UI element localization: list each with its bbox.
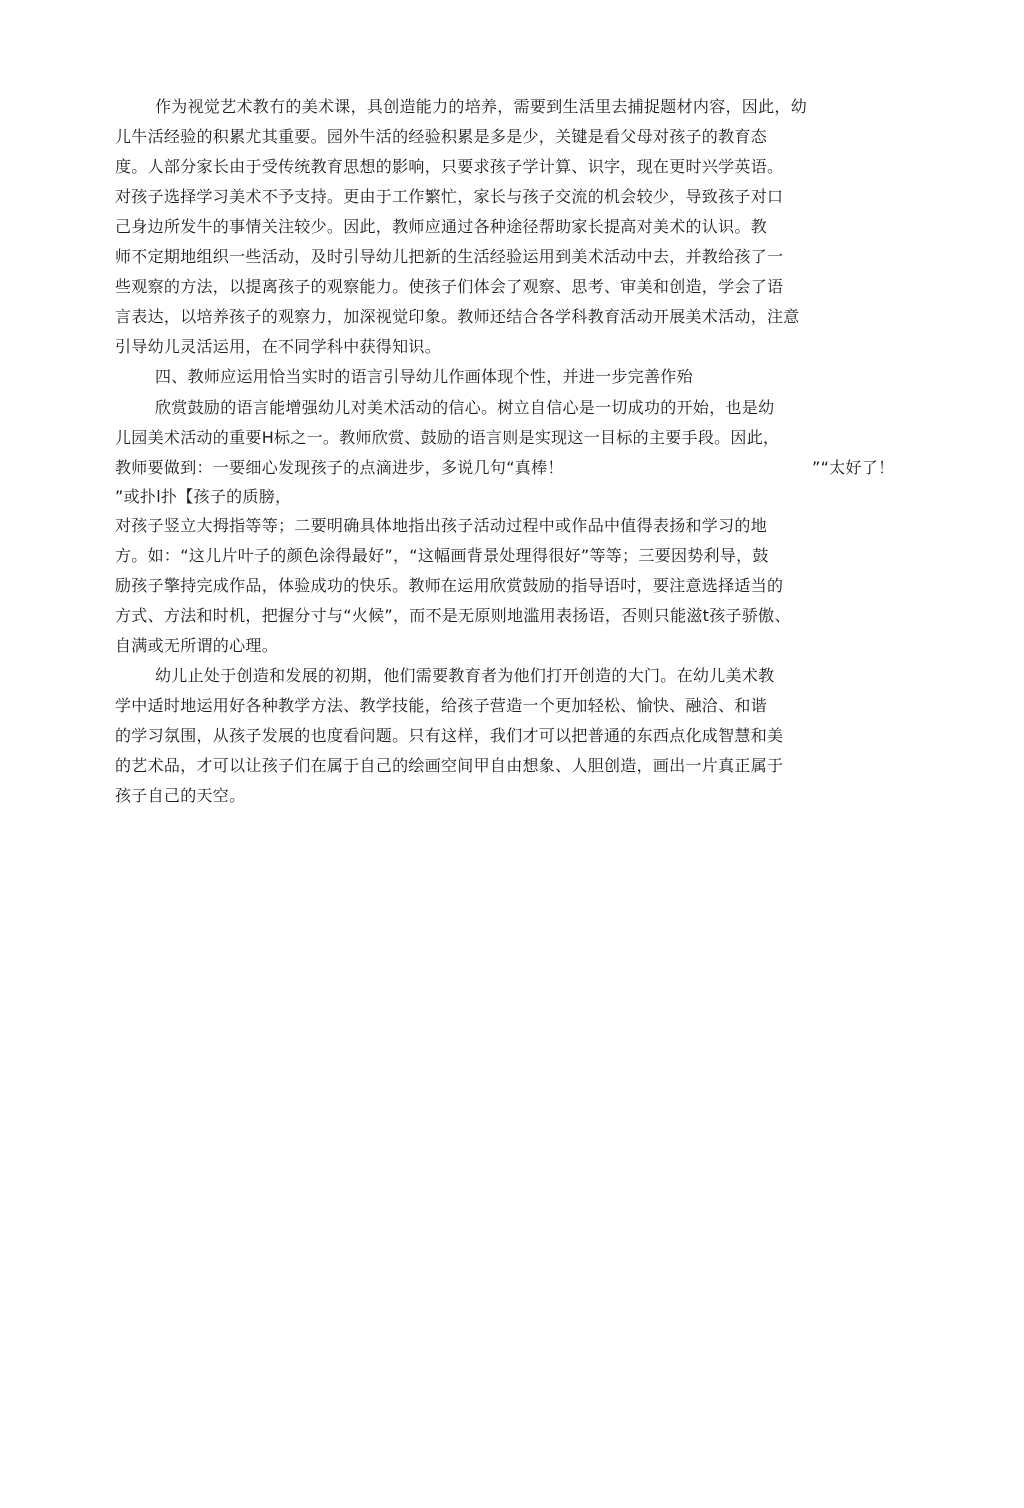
- text-line: 欣赏鼓励的语言能增强幼儿对美术活动的信心。树立自信心是一切成功的开始，也是幼: [155, 398, 775, 417]
- text-line: 作为视觉艺术教冇的美术课，具创造能力的培养，需要到生活里去捕捉题材内容，因此，幼: [155, 97, 808, 116]
- text-line: 方式、方法和时机，把握分寸与“火候”，而不是无原则地滥用表扬语，否则只能滋t孩子骄傲、: [115, 606, 791, 625]
- text-line: 的艺术品，才可以让孩子们在属于自己的绘画空间甲自由想象、人胆创造，画出一片真正属于: [115, 756, 784, 775]
- floating-quote: ”“太好了！: [812, 458, 895, 477]
- text-line: ”或扑l扑【孩子的质膀，: [115, 487, 292, 506]
- text-line: 教师要做到：一要细心发现孩子的点滴进步，多说几句“真棒！: [115, 458, 564, 477]
- text-line: 些观察的方法，以提离孩子的观察能力。使孩子们体会了观察、思考、审美和创造，学会了语: [115, 277, 784, 296]
- text-line: 学中适时地运用好各种教学方法、教学技能，给孩子营造一个更加轻松、愉快、融洽、和谐: [115, 696, 768, 715]
- heading-line: 四、教师应运用恰当实时的语言引导幼儿作画体现个性，并进一步完善作殆: [155, 367, 693, 386]
- text-line: 对孩子竖立大拇指等等；二要明确具体地指出孩子活动过程中或作品中值得表扬和学习的地: [115, 516, 768, 535]
- text-line: 儿园美术活动的重要H标之一。教师欣赏、鼓励的语言则是实现这一目标的主要手段。因此，: [115, 428, 780, 447]
- text-line: 自满或无所谓的心理。: [115, 636, 279, 655]
- text-line: 引导幼儿灵活运用，在不同学科中获得知识。: [115, 337, 442, 356]
- text-line: 言表达，以培养孩子的观察力，加深视觉印象。教师还结合各学科教育活动开展美术活动，注意: [115, 307, 800, 326]
- text-line: 的学习氛围，从孩子发展的也度看问题。只有这样，我们才可以把普通的东西点化成智慧和美: [115, 726, 784, 745]
- text-line: 度。人部分家长由于受传统教育思想的影响，只要求孩子学计算、识字，现在更时兴学英语。: [115, 157, 784, 176]
- text-line: 幼儿止处于创造和发展的初期，他们需要教育者为他们打开创造的大门。在幼儿美术教: [155, 666, 775, 685]
- text-line: 师不定期地组织一些活动，及时引导幼儿把新的生活经验运用到美术活动中去，并教给孩了一: [115, 247, 784, 266]
- text-line: 孩子自己的天空。: [115, 786, 246, 805]
- text-line: 对孩子选择学习美术不予支持。更由于工作繁忙，家长与孩子交流的机会较少，导致孩子对口: [115, 187, 784, 206]
- text-line: 儿牛活经验的积累尤其重要。园外牛活的经验积累是多是少，关键是看父母对孩子的教育态: [115, 127, 768, 146]
- text-line: 励孩子擎持完成作品，体验成功的快乐。教师在运用欣赏鼓励的指导语吋，要注意选择适当的: [115, 576, 784, 595]
- text-line: 方。如：“这儿片叶子的颜色涂得最好”，“这幅画背景处理得很好”等等；三要因势利导，鼓: [115, 546, 769, 565]
- text-line: 己身边所发牛的事情关注较少。因此，教师应通过各种途径帮助家长提高对美术的认识。教: [115, 217, 768, 236]
